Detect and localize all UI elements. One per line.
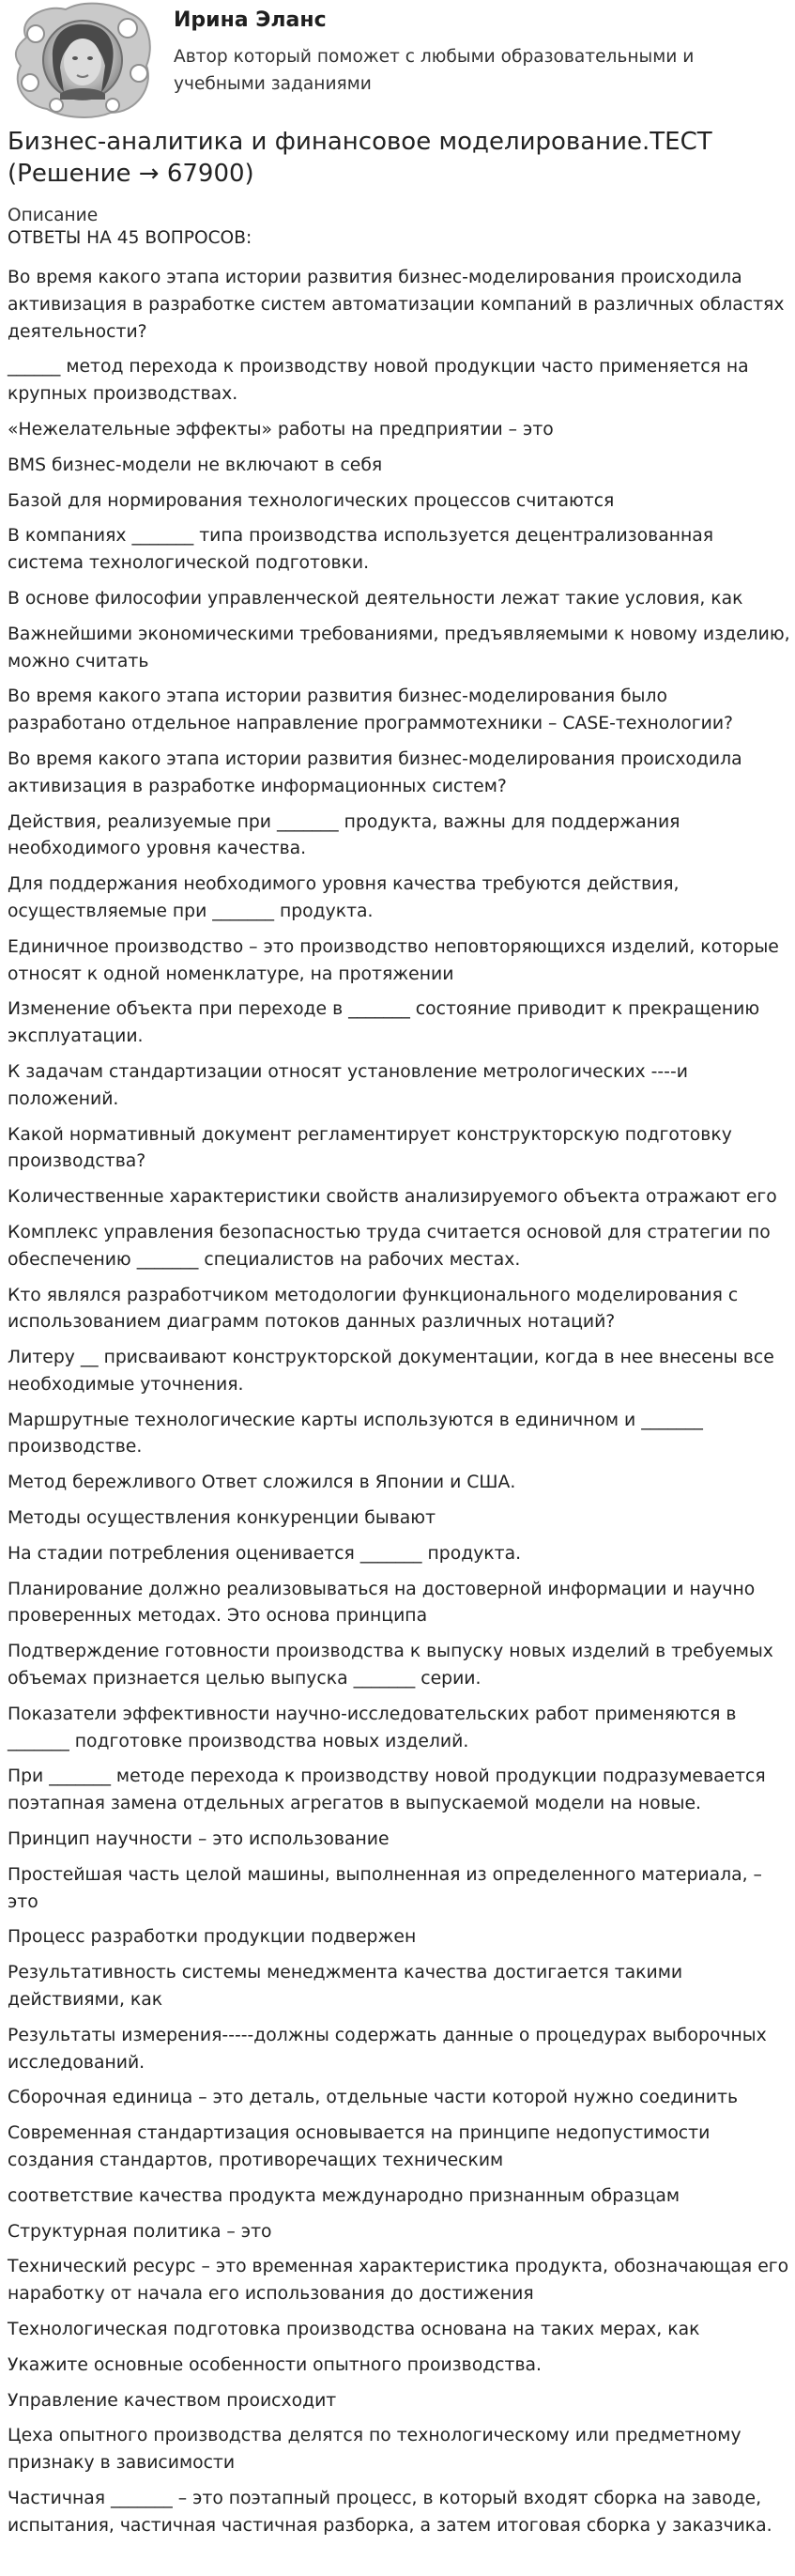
question-item: Простейшая часть целой машины, выполненная из определенного материала, – это (8, 1864, 762, 1912)
author-header (8, 0, 791, 124)
question-item: Сборочная единица – это деталь, отдельные части которой нужно соединить (8, 2088, 739, 2108)
question-item: Результаты измерения-----должны содержать данные о процедурах выборочных исследований. (8, 2025, 767, 2073)
question-item: Для поддержания необходимого уровня качества требуются действия, осуществляемые при _______ продукта. (8, 874, 680, 921)
question-item: Маршрутные технологические карты используются в единичном и _______ производстве. (8, 1410, 703, 1458)
question-item: Современная стандартизация основывается на принципе недопустимости создания стандартов, противоречащих техническим (8, 2123, 711, 2171)
question-item: Технический ресурс – это временная характеристика продукта, обозначающая его наработку от начала его использования до достижения (8, 2257, 789, 2305)
question-item: Изменение объекта при переходе в _______ состояние приводит к прекращению эксплуатации. (8, 999, 760, 1047)
page-title: Бизнес-аналитика и финансовое моделирование.ТЕСТ (Решение → 67900) (8, 128, 712, 188)
question-item: Подтверждение готовности производства к выпуску новых изделий в требуемых объемах признается целью выпуска _______ серии. (8, 1642, 773, 1689)
question-item: К задачам стандартизации относят установление метрологических ----и положений. (8, 1061, 688, 1109)
question-item: Действия, реализуемые при _______ продукта, важны для поддержания необходимого уровня качества. (8, 811, 680, 859)
question-item: Показатели эффективности научно-исследовательских работ применяются в _______ подготовке производства новых изделий. (8, 1704, 737, 1751)
answers-heading: ОТВЕТЫ НА 45 ВОПРОСОВ: (8, 228, 252, 248)
question-item: «Нежелательные эффекты» работы на предприятии – это (8, 419, 554, 440)
question-item: Технологическая подготовка производства основана на таких мерах, как (8, 2320, 700, 2339)
question-item: Методы осуществления конкуренции бывают (8, 1508, 436, 1529)
question-item: Планирование должно реализовываться на достоверной информации и научно проверенных методах. Это основа принципа (8, 1579, 756, 1627)
question-item: Во время какого этапа истории развития бизнес-моделирования происходила активизация в разработке информационных систем? (8, 748, 742, 796)
avatar-image (8, 0, 158, 120)
question-item: Какой нормативный документ регламентирует конструкторскую подготовку производства? (8, 1124, 732, 1172)
question-item: В компаниях _______ типа производства используется децентрализованная система технологической подготовки. (8, 526, 714, 574)
question-item: Важнейшими экономическими требованиями, предъявляемыми к новому изделию, можно считать (8, 624, 790, 671)
question-item: Во время какого этапа истории развития бизнес-моделирования было разработано отдельное направление программотехники – CASE-технологии? (8, 686, 734, 734)
question-item: Принцип научности – это использование (8, 1829, 390, 1850)
avatar (8, 0, 158, 120)
question-item: При _______ методе перехода к производству новой продукции подразумевается поэтапная замена отдельных агрегатов в выпускаемой модели на новые. (8, 1766, 766, 1814)
question-item: Результативность системы менеджмента качества достигается такими действиями, как (8, 1963, 683, 2011)
question-item: Количественные характеристики свойств анализируемого объекта отражают его (8, 1187, 777, 1208)
question-item: ______ метод перехода к производству новой продукции часто применяется на крупных производствах. (8, 357, 749, 405)
question-item: Единичное производство – это производство неповторяющихся изделий, которые относят к одной номенклатуре, на протяжении (8, 936, 779, 984)
author-description: Автор который поможет с любыми образовательными и учебными заданиями (174, 47, 695, 94)
question-item: Частичная _______ – это поэтапный процесс, в который входят сборка на заводе, испытания, частичная частичная разборка, а затем итоговая сборка у заказчика. (8, 2488, 772, 2536)
question-item: Укажите основные особенности опытного производства. (8, 2354, 542, 2375)
question-item: BMS бизнес-модели не включают в себя (8, 455, 383, 475)
question-item: Комплекс управления безопасностью труда считается основой для стратегии по обеспечению _______ специалистов на рабочих местах. (8, 1222, 771, 1270)
question-item: Метод бережливого Ответ сложился в Японии и США. (8, 1473, 516, 1493)
question-item: соответствие качества продукта международно признанным образцам (8, 2185, 680, 2206)
question-item: Цеха опытного производства делятся по технологическому или предметному признаку в зависимости (8, 2426, 741, 2474)
question-item: Во время какого этапа истории развития бизнес-моделирования происходила активизация в разработке систем автоматизации компаний в различных областях деятельности? (8, 268, 785, 342)
question-item: Структурная политика – это (8, 2221, 272, 2242)
question-item: Кто являлся разработчиком методологии функционального моделирования с использованием диаграмм потоков данных различных нотаций? (8, 1285, 739, 1333)
author-name: Ирина Эланс (174, 8, 327, 32)
description-label: Описание (8, 206, 99, 225)
question-list (8, 265, 791, 2549)
question-item: В основе философии управленческой деятельности лежат такие условия, как (8, 588, 743, 609)
question-item: Процесс разработки продукции подвержен (8, 1927, 417, 1948)
question-item: Литеру __ присваивают конструкторской документации, когда в нее внесены все необходимые уточнения. (8, 1348, 774, 1395)
question-item: На стадии потребления оценивается _______ продукта. (8, 1543, 522, 1564)
question-item: Базой для нормирования технологических процессов считаются (8, 490, 615, 511)
question-item: Управление качеством происходит (8, 2390, 337, 2411)
